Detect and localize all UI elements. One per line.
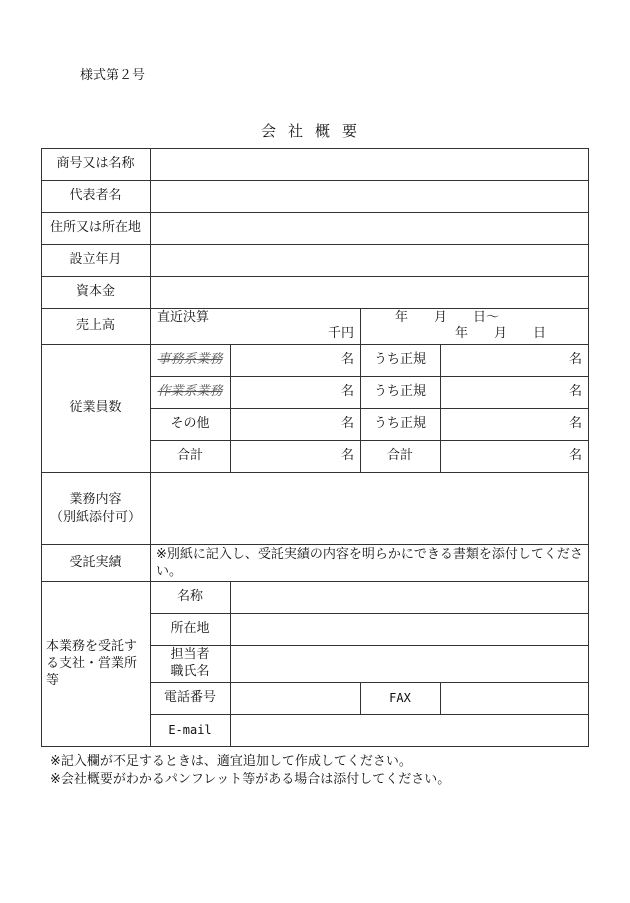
label-established: 設立年月 <box>69 252 122 267</box>
address-field[interactable] <box>151 213 588 244</box>
employee-sub-unit-office: 名 <box>568 352 582 367</box>
employee-unit-other: 名 <box>340 416 354 431</box>
record-instruction: ※別紙に記入し、受託実績の内容を明らかにできる書類を添付してください。 <box>156 547 583 579</box>
branch-contact-label-a: 担当者 <box>170 647 210 662</box>
form-number: 様式第２号 <box>80 68 146 83</box>
employee-sub-other: うち正規 <box>373 416 426 431</box>
label-business: 業務内容 <box>69 492 122 507</box>
business-field[interactable] <box>151 473 588 544</box>
employee-unit-total: 名 <box>340 448 354 463</box>
employee-category-work: 作業系業務 <box>157 384 223 399</box>
label-sales: 売上高 <box>75 318 115 333</box>
branch-contact-label-b: 職氏名 <box>170 664 210 679</box>
branch-fax-label: FAX <box>389 691 411 705</box>
sales-unit: 千円 <box>327 326 354 341</box>
label-capital: 資本金 <box>75 284 115 299</box>
sales-period-from: 年 月 日～ <box>395 310 500 325</box>
label-record: 受託実績 <box>69 555 122 570</box>
employee-sub-unit-work: 名 <box>568 384 582 399</box>
employee-sub-work: うち正規 <box>373 384 426 399</box>
label-branch: 本業務を受託する支社・営業所等 <box>46 639 138 688</box>
employee-sub-unit-other: 名 <box>568 416 582 431</box>
sales-period-to: 年 月 日 <box>455 326 547 341</box>
branch-email-label: E-mail <box>168 723 212 737</box>
employee-unit-work: 名 <box>340 384 354 399</box>
established-field[interactable] <box>151 245 588 276</box>
employee-category-other: その他 <box>170 416 210 431</box>
branch-location-label: 所在地 <box>170 621 210 636</box>
sales-recent-label: 直近決算 <box>157 310 210 325</box>
note-1: ※記入欄が不足するときは、適宜追加して作成してください。 <box>50 754 412 769</box>
representative-field[interactable] <box>151 181 588 212</box>
label-business-note: （別紙添付可） <box>49 510 141 525</box>
note-2: ※会社概要がわかるパンフレット等がある場合は添付してください。 <box>50 772 451 787</box>
employee-sub-office: うち正規 <box>373 352 426 367</box>
trade-name-field[interactable] <box>151 149 588 180</box>
branch-name-label: 名称 <box>176 589 203 604</box>
capital-field[interactable] <box>151 277 588 308</box>
employee-unit-office: 名 <box>340 352 354 367</box>
employee-sub-unit-total: 名 <box>568 448 582 463</box>
employee-category-office: 事務系業務 <box>157 352 223 367</box>
label-representative: 代表者名 <box>69 188 122 203</box>
label-employees: 従業員数 <box>69 400 122 415</box>
page-title: 会社概要 <box>260 122 369 140</box>
employee-category-total: 合計 <box>176 448 203 463</box>
label-trade-name: 商号又は名称 <box>56 156 135 171</box>
branch-phone-label: 電話番号 <box>163 690 216 705</box>
employee-sub-total: 合計 <box>386 448 413 463</box>
label-address: 住所又は所在地 <box>49 220 141 235</box>
